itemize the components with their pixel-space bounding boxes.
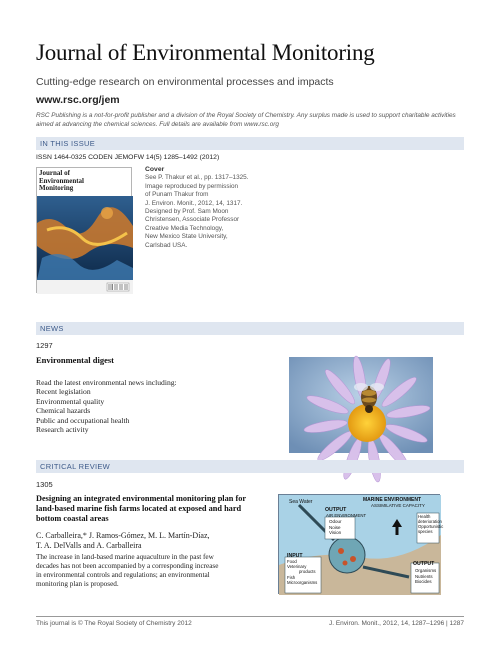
diagram-health-box [418, 514, 443, 534]
review-title-line: Designing an integrated environmental monitoring plan for [36, 494, 247, 503]
review-authors-line: C. Carballeira,* J. Ramos-Gómez, M. L. Martín-Díaz, [36, 531, 210, 540]
diagram-marine-env: MARINE ENVIRONMENT [363, 497, 422, 503]
bee-on-flower-image [289, 357, 433, 453]
diagram-veterinary: Veterinary [287, 564, 307, 570]
cover-journal-name-2: Environmental [39, 176, 84, 185]
review-abstract-line: in environmental controls and regulations; an environmental [36, 571, 210, 579]
diagram-fish: Fish [287, 574, 296, 580]
cover-artwork [37, 168, 133, 294]
cover-caption-line: Image reproduced by permission [145, 182, 239, 190]
diagram-input-items [287, 559, 317, 585]
section-bar-in-this-issue: IN THIS ISSUE [36, 137, 464, 150]
diagram-food: Food [287, 559, 297, 564]
diagram-deterioration: deterioration [418, 519, 442, 524]
review-abstract-line: The increase in land-based marine aquaculture in the past few [36, 553, 214, 561]
diagram-products: products [299, 569, 316, 575]
publisher-disclaimer: RSC Publishing is a not-for-profit publisher and a division of the Royal Society of Chemistry. Any surplus made is used to support charitable activities aimed at advancing the chemical sciences. Full details are available from www.rsc.org [36, 112, 456, 128]
diagram-noise: Noise [329, 524, 341, 530]
news-item: Research activity [36, 425, 89, 435]
footer-copyright: This journal is © The Royal Society of Chemistry 2012 [36, 620, 192, 627]
news-item: Environmental quality [36, 396, 105, 406]
cover-caption [145, 166, 285, 250]
review-title-line: land-based marine fish farms located at exposed and hard [36, 504, 242, 513]
diagram-assimilative: ASSIMILATIVE CAPACITY [371, 503, 425, 508]
section-bar-news: NEWS [36, 322, 464, 335]
diagram-air-items [329, 519, 342, 536]
diagram-output-top: OUTPUT [325, 507, 347, 513]
review-authors-line: T. A. DelValls and A. Carballeira [36, 540, 142, 550]
diagram-vision: Vision [329, 530, 342, 535]
news-intro: Read the latest environmental news including: [36, 378, 177, 387]
issn-line: ISSN 1464-0325 CODEN JEMOFW 14(5) 1285–1492 (2012) [36, 154, 220, 161]
diagram-nutrients: Nutrients [415, 573, 433, 579]
diagram-health: Health [418, 514, 431, 519]
diagram-species: species [418, 529, 433, 534]
diagram-output-items [415, 568, 436, 585]
review-abstract-line: monitoring plan is proposed. [36, 580, 119, 588]
cover-caption-title: Cover [145, 166, 165, 173]
news-item: Public and occupational health [36, 415, 130, 425]
diagram-opportunistic: Opportunistic [418, 524, 444, 529]
review-title[interactable] [36, 494, 276, 524]
news-item: Recent legislation [36, 387, 91, 397]
news-page-number: 1297 [36, 341, 53, 350]
diagram-input: INPUT [287, 553, 303, 559]
section-bar-critical-review: CRITICAL REVIEW [36, 460, 464, 473]
journal-title: Journal of Environmental Monitoring [36, 40, 375, 65]
cover-caption-line: Designed by Prof. Sam Moon [145, 208, 229, 216]
cover-caption-line: Christensen, Associate Professor [145, 216, 240, 224]
cover-caption-line: New Mexico State University, [145, 233, 228, 241]
review-authors [36, 531, 276, 550]
review-abstract-line: decades has not been accompanied by a corresponding increase [36, 562, 219, 570]
cover-caption-line: See P. Thakur et al., pp. 1317–1325. [145, 174, 249, 182]
diagram-organisms: Organisms [415, 568, 437, 573]
cover-journal-name-1: Journal of [39, 169, 70, 177]
news-body [36, 378, 276, 434]
diagram-sea-water: Sea Water [289, 499, 313, 505]
cover-image [36, 167, 132, 293]
journal-url[interactable]: www.rsc.org/jem [36, 94, 120, 106]
footer-citation: J. Environ. Monit., 2012, 14, 1287–1296 | 1287 [328, 620, 464, 627]
diagram-odour: Odour [329, 519, 342, 524]
news-item: Chemical hazards [36, 406, 91, 416]
diagram-air-env: AIR ENVIRONMENT [326, 513, 367, 518]
diagram-output-bottom: OUTPUT [413, 561, 435, 567]
journal-tagline: Cutting-edge research on environmental processes and impacts [36, 76, 334, 88]
cover-journal-name-3: Monitoring [39, 184, 74, 192]
diagram-biocides: Biocides [415, 579, 432, 585]
review-page-number: 1305 [36, 480, 53, 489]
cover-caption-line: of Punam Thakur from [145, 191, 209, 199]
footer-rule [36, 616, 464, 617]
cover-caption-line: J. Environ. Monit., 2012, 14, 1317. [145, 199, 243, 207]
news-title[interactable]: Environmental digest [36, 355, 115, 365]
cover-caption-line: Creative Media Technology, [145, 224, 224, 232]
monitoring-diagram [278, 494, 444, 594]
cover-caption-line: Carlsbad USA. [145, 241, 188, 249]
review-title-line: bottom coastal areas [36, 514, 109, 523]
review-abstract [36, 553, 276, 589]
diagram-microorganisms: Microorganisms [287, 579, 318, 585]
